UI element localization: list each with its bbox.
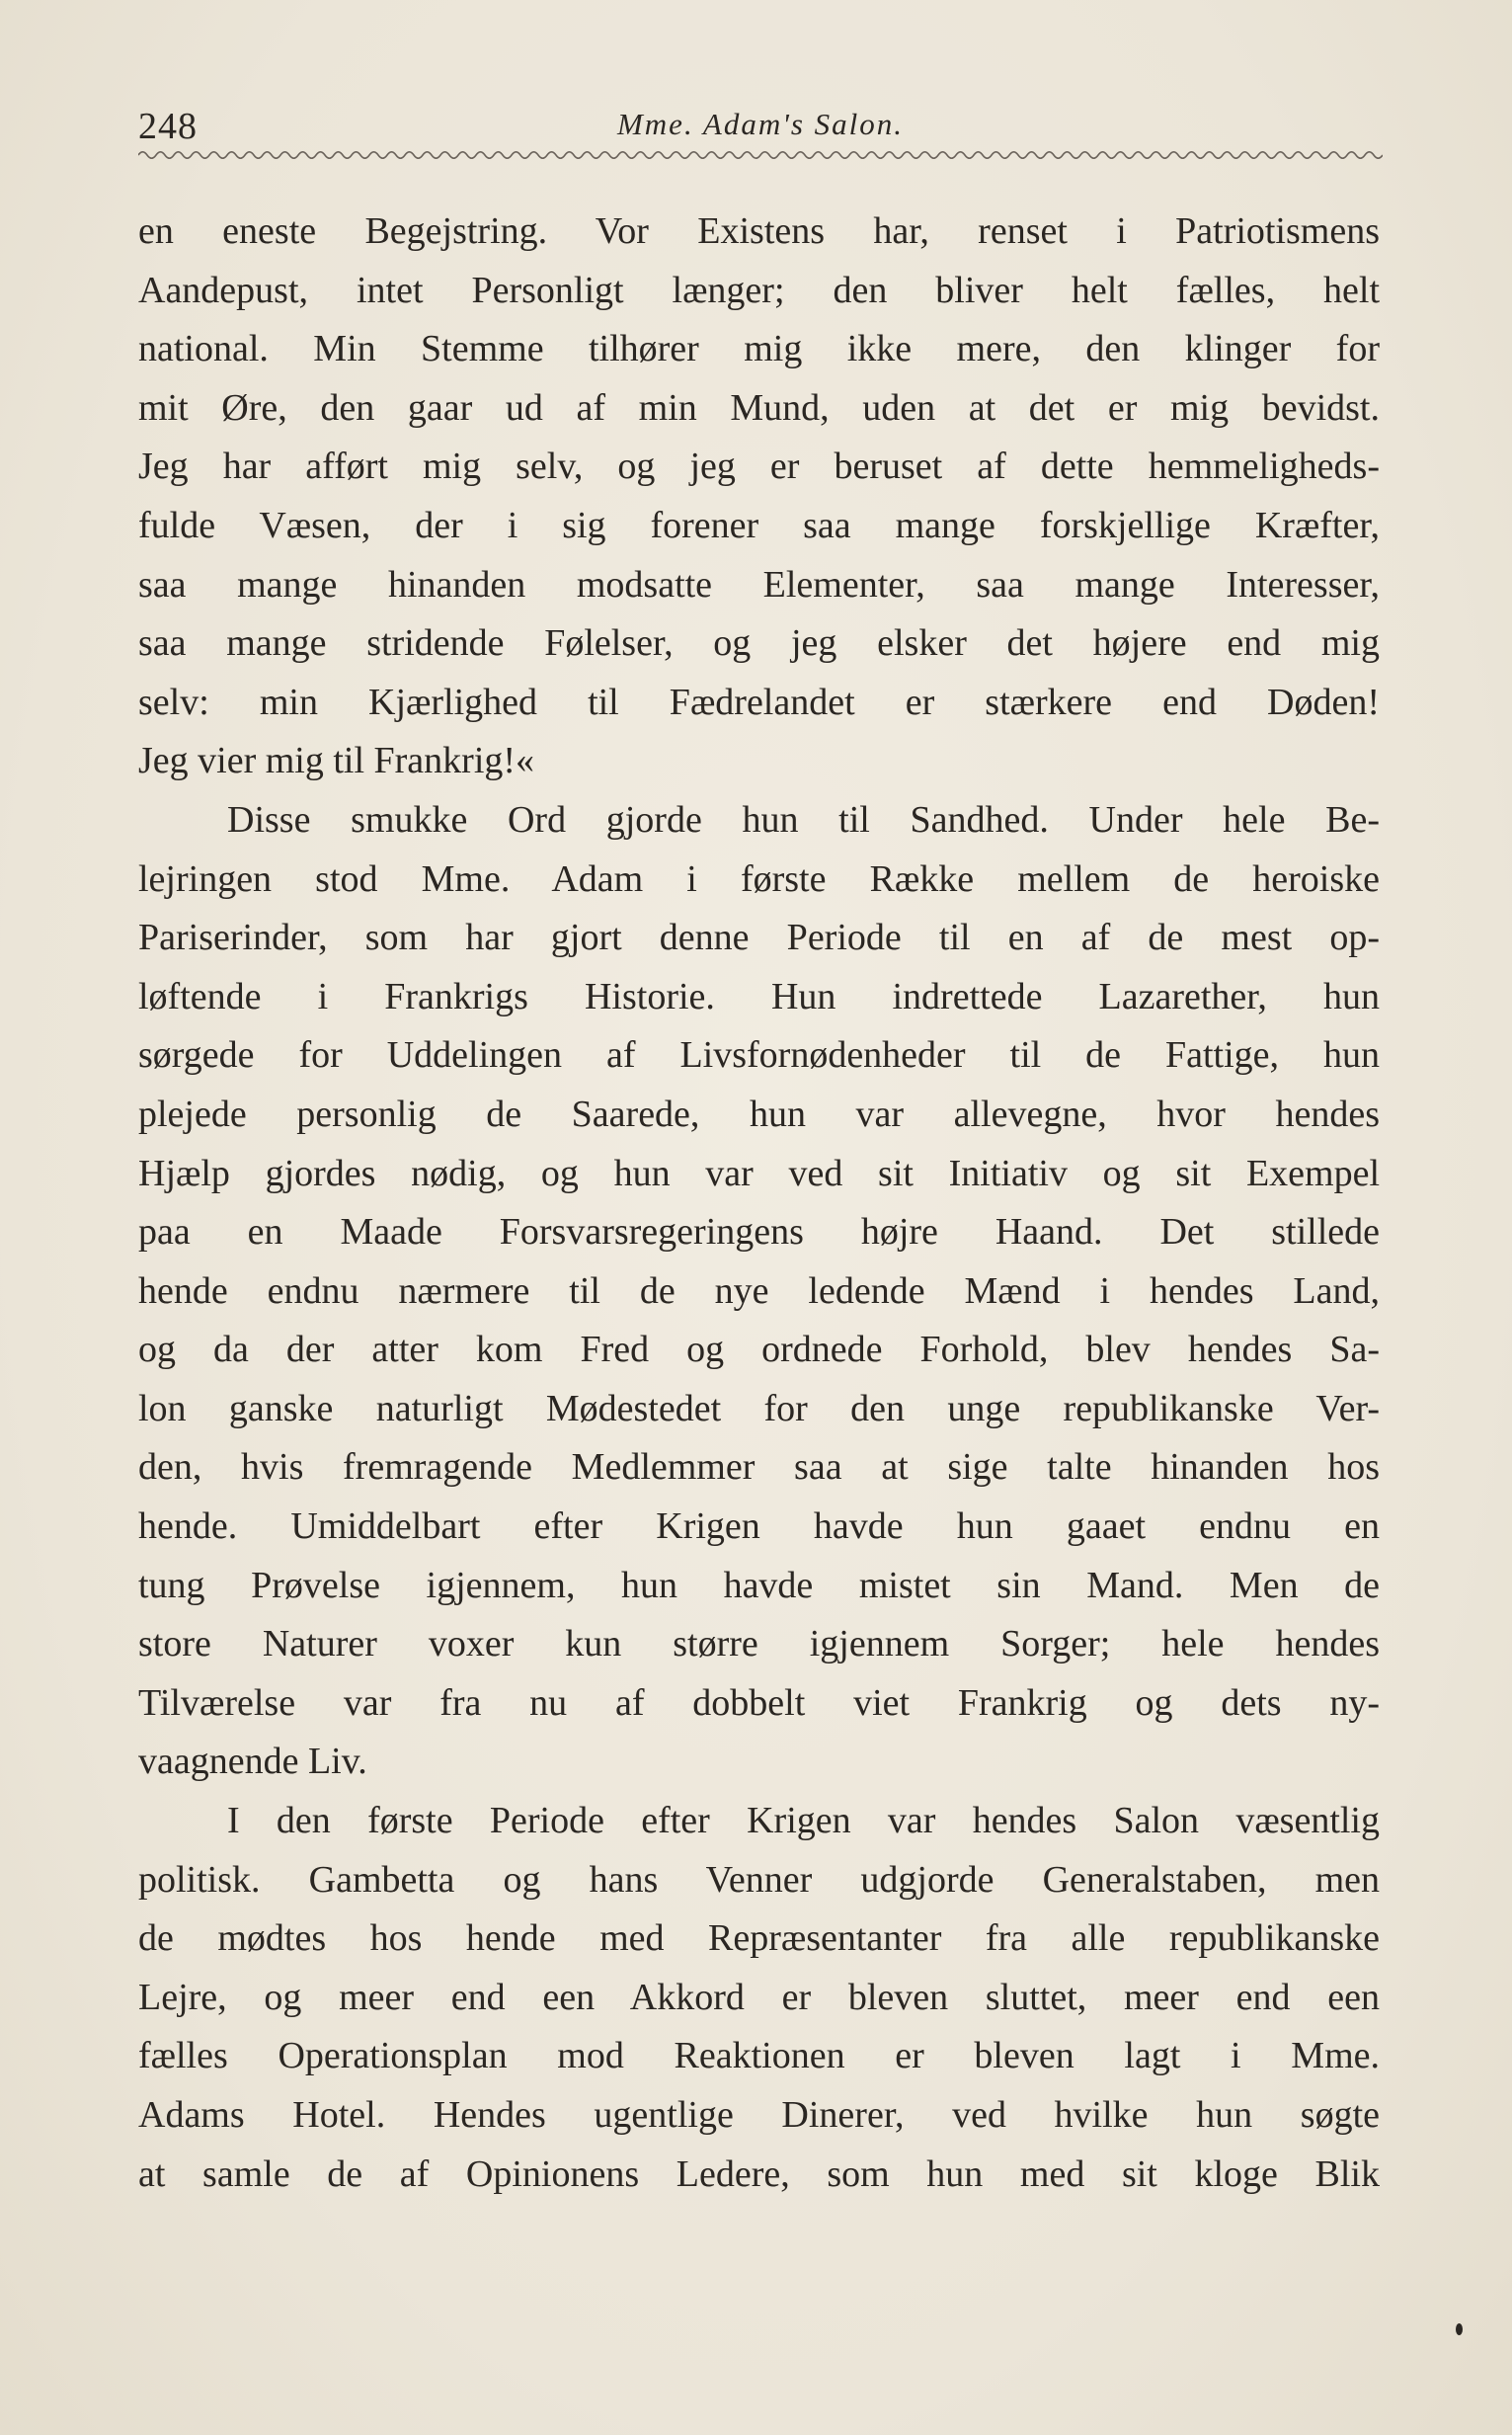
text-line: saa mange stridende Følelser, og jeg elsker det højere end mig [138, 622, 1380, 665]
text-line: lejringen stod Mme. Adam i første Række mellem de heroiske [138, 857, 1380, 900]
ink-speck [1456, 2323, 1463, 2335]
text-line: den, hvis fremragende Medlemmer saa at sige talte hinanden hos [138, 1446, 1380, 1489]
text-line: løftende i Frankrigs Historie. Hun indrettede Lazarether, hun [138, 975, 1380, 1017]
text-line: Tilværelse var fra nu af dobbelt viet Frankrig og dets ny- [138, 1681, 1380, 1724]
text-line: en eneste Begejstring. Vor Existens har, renset i Patriotismens [138, 210, 1380, 252]
text-line: Disse smukke Ord gjorde hun til Sandhed. Under hele Be- [227, 798, 1380, 841]
text-line: vaagnende Liv. [138, 1741, 367, 1783]
text-line: national. Min Stemme tilhører mig ikke mere, den klinger for [138, 328, 1380, 370]
text-line: Aandepust, intet Personligt længer; den bliver helt fælles, helt [138, 269, 1380, 311]
text-line: lon ganske naturligt Mødestedet for den unge republikanske Ver- [138, 1387, 1380, 1429]
text-line: at samle de af Opinionens Ledere, som hun med sit kloge Blik [138, 2152, 1380, 2195]
text-line: Adams Hotel. Hendes ugentlige Dinerer, ved hvilke hun søgte [138, 2094, 1380, 2136]
text-line: store Naturer voxer kun større igjennem Sorger; hele hendes [138, 1623, 1380, 1665]
page-number: 248 [138, 106, 198, 147]
body-text [138, 203, 1380, 2204]
text-line: og da der atter kom Fred og ordnede Forhold, blev hendes Sa- [138, 1329, 1380, 1371]
running-title: Mme. Adam's Salon. [616, 107, 905, 141]
text-line: hende endnu nærmere til de nye ledende Mænd i hendes Land, [138, 1269, 1380, 1312]
text-line: Jeg har afført mig selv, og jeg er beruset af dette hemmeligheds- [138, 446, 1380, 488]
text-line: selv: min Kjærlighed til Fædrelandet er stærkere end Døden! [138, 681, 1380, 723]
text-line: de mødtes hos hende med Repræsentanter fra alle republikanske [138, 1917, 1380, 1960]
text-line: fælles Operationsplan mod Reaktionen er bleven lagt i Mme. [138, 2035, 1380, 2077]
text-line: sørgede for Uddelingen af Livsfornødenheder til de Fattige, hun [138, 1034, 1380, 1077]
text-line: Lejre, og meer end een Akkord er bleven sluttet, meer end een [138, 1976, 1380, 2018]
text-line: mit Øre, den gaar ud af min Mund, uden at det er mig bevidst. [138, 386, 1380, 429]
text-line: I den første Periode efter Krigen var hendes Salon væsentlig [227, 1800, 1380, 1842]
text-line: hende. Umiddelbart efter Krigen havde hun gaaet endnu en [138, 1505, 1380, 1548]
text-line: plejede personlig de Saarede, hun var allevegne, hvor hendes [138, 1093, 1380, 1135]
text-line: paa en Maade Forsvarsregeringens højre Haand. Det stillede [138, 1211, 1380, 1254]
text-line: Jeg vier mig til Frankrig!« [138, 740, 535, 782]
text-line: tung Prøvelse igjennem, hun havde mistet sin Mand. Men de [138, 1564, 1380, 1606]
text-line: Hjælp gjordes nødig, og hun var ved sit Initiativ og sit Exempel [138, 1152, 1380, 1194]
decorative-wavy-rule [138, 148, 1383, 162]
text-line: saa mange hinanden modsatte Elementer, saa mange Interesser, [138, 563, 1380, 606]
text-line: Pariserinder, som har gjort denne Periode til en af de mest op- [138, 917, 1380, 959]
text-line: fulde Væsen, der i sig forener saa mange forskjellige Kræfter, [138, 504, 1380, 546]
text-line: politisk. Gambetta og hans Venner udgjorde Generalstaben, men [138, 1858, 1380, 1901]
